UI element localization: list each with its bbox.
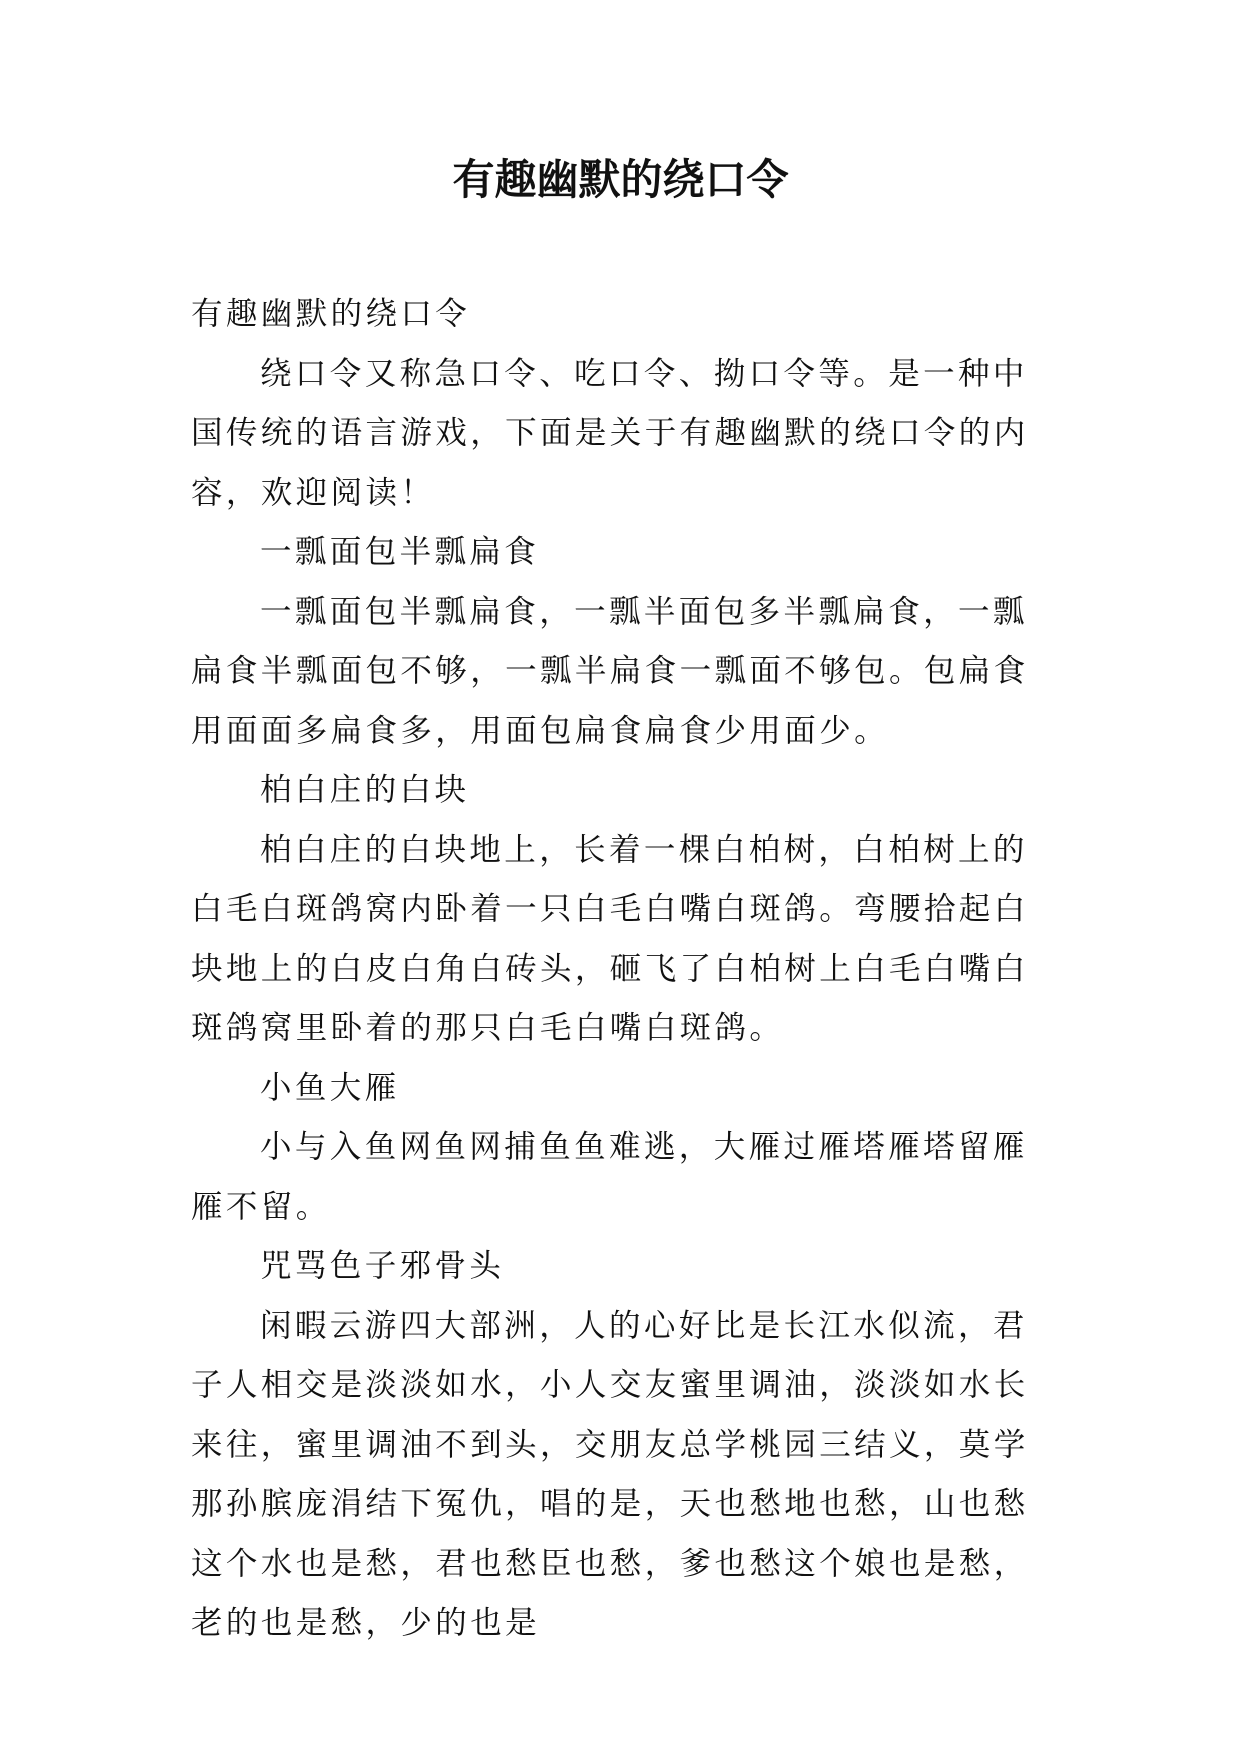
document-title: 有趣幽默的绕口令 xyxy=(452,155,789,204)
paragraph-heading: 有趣幽默的绕口令 xyxy=(191,296,471,332)
section-paragraph: 闲暇云游四大部洲，人的心好比是长江水似流，君子人相交是淡淡如水，小人交友蜜里调油，淡淡如水长来往，蜜里调油不到头，交朋友总学桃园三结义，莫学那孙膑庞涓结下冤仇，唱的是，天也愁地也愁，山也愁这个水也是愁，君也愁臣也愁，爹也愁这个娘也是愁，老的也是愁，少的也是 xyxy=(191,1307,1029,1641)
paragraph-intro: 绕口令又称急口令、吃口令、拗口令等。是一种中国传统的语言游戏，下面是关于有趣幽默的绕口令的内容，欢迎阅读！ xyxy=(191,355,1029,511)
section-heading: 小鱼大雁 xyxy=(260,1069,400,1106)
section-paragraph: 柏白庄的白块地上，长着一棵白柏树，白柏树上的白毛白斑鸽窝内卧着一只白毛白嘴白斑鸽。弯腰拾起白块地上的白皮白角白砖头，砸飞了白柏树上白毛白嘴白斑鸽窝里卧着的那只白毛白嘴白斑鸽。 xyxy=(191,831,1029,1046)
section-heading: 一瓢面包半瓢扁食 xyxy=(260,534,540,570)
section-heading: 咒骂色子邪骨头 xyxy=(260,1248,505,1284)
section-paragraph: 小与入鱼网鱼网捕鱼鱼难逃，大雁过雁塔雁塔留雁雁不留。 xyxy=(191,1129,1028,1225)
section-heading: 柏白庄的白块 xyxy=(260,772,470,808)
section-paragraph: 一瓢面包半瓢扁食，一瓢半面包多半瓢扁食，一瓢扁食半瓢面包不够，一瓢半扁食一瓢面不够包。包扁食用面面多扁食多，用面包扁食扁食少用面少。 xyxy=(191,593,1029,749)
document-body xyxy=(191,285,1051,1654)
